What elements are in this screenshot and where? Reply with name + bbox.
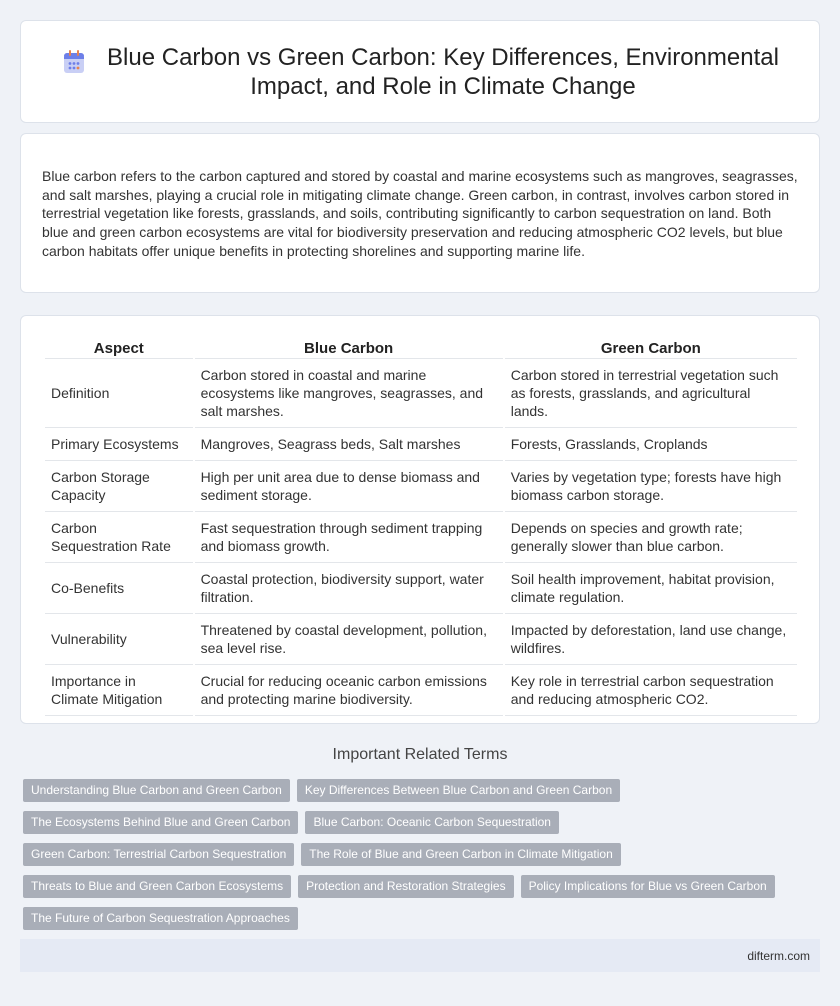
related-term-link[interactable]: Understanding Blue Carbon and Green Carbon bbox=[23, 779, 290, 802]
document-icon bbox=[61, 49, 87, 75]
related-term-link[interactable]: Green Carbon: Terrestrial Carbon Sequestration bbox=[23, 843, 294, 866]
related-term-link[interactable]: The Ecosystems Behind Blue and Green Carbon bbox=[23, 811, 298, 834]
title-wrap bbox=[61, 43, 779, 101]
row-aspect: Primary Ecosystems bbox=[45, 428, 193, 461]
comparison-table-card bbox=[20, 315, 820, 724]
row-green: Impacted by deforestation, land use change, wildfires. bbox=[505, 614, 797, 665]
row-green: Forests, Grasslands, Croplands bbox=[505, 428, 797, 461]
table-row bbox=[45, 461, 797, 512]
tag-row bbox=[23, 907, 800, 930]
table-row bbox=[45, 359, 797, 428]
footer bbox=[20, 939, 820, 972]
related-term-link[interactable]: Threats to Blue and Green Carbon Ecosystems bbox=[23, 875, 291, 898]
row-blue: Carbon stored in coastal and marine ecosystems like mangroves, seagrasses, and salt marshes. bbox=[195, 359, 503, 428]
row-green: Key role in terrestrial carbon sequestration and reducing atmospheric CO2. bbox=[505, 665, 797, 716]
table-row bbox=[45, 665, 797, 716]
row-blue: Fast sequestration through sediment trapping and biomass growth. bbox=[195, 512, 503, 563]
row-blue: Threatened by coastal development, pollution, sea level rise. bbox=[195, 614, 503, 665]
intro-card bbox=[20, 133, 820, 293]
row-green: Carbon stored in terrestrial vegetation such as forests, grasslands, and agricultural lands. bbox=[505, 359, 797, 428]
title-card bbox=[20, 20, 820, 123]
table-row bbox=[45, 614, 797, 665]
row-aspect: Carbon Sequestration Rate bbox=[45, 512, 193, 563]
related-term-link[interactable]: Policy Implications for Blue vs Green Carbon bbox=[521, 875, 775, 898]
row-aspect: Importance in Climate Mitigation bbox=[45, 665, 193, 716]
row-blue: Mangroves, Seagrass beds, Salt marshes bbox=[195, 428, 503, 461]
row-aspect: Carbon Storage Capacity bbox=[45, 461, 193, 512]
related-term-link[interactable]: The Role of Blue and Green Carbon in Climate Mitigation bbox=[301, 843, 621, 866]
row-aspect: Definition bbox=[45, 359, 193, 428]
table-row bbox=[45, 512, 797, 563]
row-aspect: Vulnerability bbox=[45, 614, 193, 665]
tag-row bbox=[23, 843, 800, 866]
table-row bbox=[45, 428, 797, 461]
intro-paragraph: Blue carbon refers to the carbon captured and stored by coastal and marine ecosystems such as mangroves, seagrasses, and salt marshes, playing a crucial role in mitigating climate change. Green carbon, in contrast, involves carbon stored in terrestrial vegetation like forests, grasslands, and soils, contributing significantly to carbon sequestration on land. Both blue and green carbon ecosystems are vital for biodiversity preservation and reducing atmospheric CO2 levels, but blue carbon habitats offer unique benefits in protecting shorelines and supporting marine life. bbox=[42, 168, 798, 259]
related-term-link[interactable]: The Future of Carbon Sequestration Approaches bbox=[23, 907, 298, 930]
footer-site-link[interactable]: difterm.com bbox=[747, 948, 810, 963]
related-term-link[interactable]: Key Differences Between Blue Carbon and Green Carbon bbox=[297, 779, 620, 802]
related-term-link[interactable]: Protection and Restoration Strategies bbox=[298, 875, 513, 898]
table-row bbox=[45, 563, 797, 614]
related-terms-heading: Important Related Terms bbox=[332, 746, 508, 763]
page-title: Blue Carbon vs Green Carbon: Key Differences, Environmental Impact, and Role in Climate Change bbox=[107, 43, 779, 100]
header-blue-carbon: Blue Carbon bbox=[195, 338, 503, 359]
comparison-table bbox=[43, 338, 799, 716]
row-green: Depends on species and growth rate; generally slower than blue carbon. bbox=[505, 512, 797, 563]
row-green: Soil health improvement, habitat provision, climate regulation. bbox=[505, 563, 797, 614]
header-green-carbon: Green Carbon bbox=[505, 338, 797, 359]
related-terms-list bbox=[20, 779, 800, 930]
tag-row bbox=[23, 811, 800, 834]
row-aspect: Co-Benefits bbox=[45, 563, 193, 614]
row-blue: Coastal protection, biodiversity support, water filtration. bbox=[195, 563, 503, 614]
row-blue: High per unit area due to dense biomass and sediment storage. bbox=[195, 461, 503, 512]
tag-row bbox=[23, 779, 800, 802]
related-term-link[interactable]: Blue Carbon: Oceanic Carbon Sequestration bbox=[305, 811, 558, 834]
row-blue: Crucial for reducing oceanic carbon emissions and protecting marine biodiversity. bbox=[195, 665, 503, 716]
tag-row bbox=[23, 875, 800, 898]
row-green: Varies by vegetation type; forests have high biomass carbon storage. bbox=[505, 461, 797, 512]
header-aspect: Aspect bbox=[45, 338, 193, 359]
table-header-row bbox=[45, 338, 797, 359]
